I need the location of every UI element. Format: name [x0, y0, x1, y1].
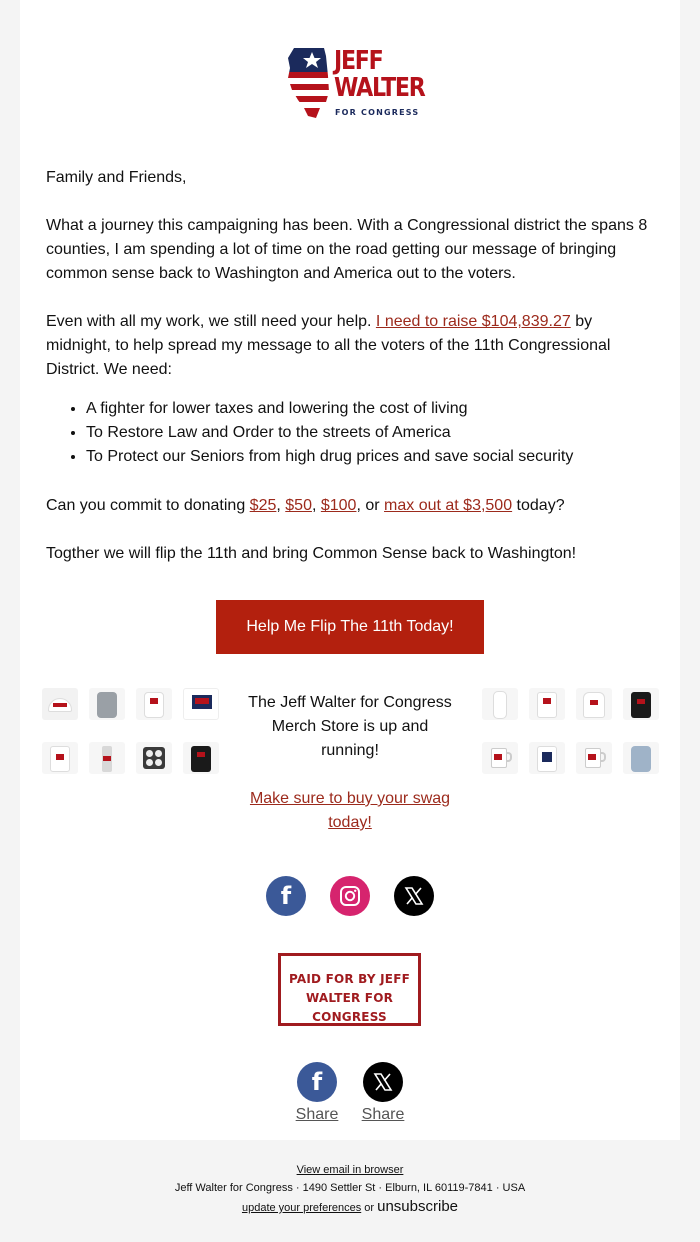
facebook-link[interactable]	[266, 876, 306, 916]
instagram-link[interactable]	[330, 876, 370, 916]
merch-grid-right[interactable]	[480, 688, 660, 788]
list-item: • To Protect our Seniors from high drug prices and save social security	[86, 445, 646, 469]
greeting: Family and Friends,	[46, 169, 187, 186]
merch-item[interactable]	[40, 688, 80, 734]
merch-item[interactable]	[480, 742, 520, 788]
footer-browser-line	[0, 1164, 700, 1176]
donate-100-link[interactable]: $100	[320, 497, 357, 514]
buy-swag-link[interactable]: Make sure to buy your swag today!	[249, 790, 451, 831]
x-link[interactable]	[394, 876, 434, 916]
merch-item[interactable]	[621, 742, 661, 788]
longsleeve-icon	[136, 688, 172, 720]
mug-icon	[482, 742, 518, 774]
needs-list	[86, 397, 646, 469]
merch-item[interactable]	[574, 688, 614, 734]
unsubscribe-link[interactable]: unsubscribe	[377, 1198, 459, 1215]
email-card	[20, 0, 680, 1140]
merch-grid-left[interactable]	[40, 688, 220, 788]
x-share-button[interactable]	[363, 1062, 403, 1102]
coasters-icon	[136, 742, 172, 774]
hoodie-icon	[576, 688, 612, 720]
sweatshirt-icon	[89, 688, 125, 720]
instagram-icon	[339, 885, 361, 907]
view-in-browser-link[interactable]: View email in browser	[296, 1164, 404, 1176]
merch-item[interactable]	[574, 742, 614, 788]
list-item: • A fighter for lower taxes and lowering the cost of living	[86, 397, 646, 421]
merch-item[interactable]	[527, 688, 567, 734]
merch-item[interactable]	[134, 742, 174, 788]
merch-item[interactable]	[181, 742, 221, 788]
paid-for-disclaimer: PAID FOR BY JEFF WALTER FOR CONGRESS	[278, 953, 421, 1026]
donation-ask: Can you commit to donating $25, $50, $100, or max out at $3,500 today?	[46, 497, 565, 514]
white-tee-icon	[529, 688, 565, 720]
paragraph-journey: What a journey this campaigning has been. With a Congressional district the spans 8 counties, I am spending a lot of time on the road getting our message of bringing common sense back to Washington and America out to the voters.	[46, 217, 648, 282]
paragraph-fundraising: Even with all my work, we still need your help. I need to raise $104,839.27 by midnight, to help spread my message to all the voters of the 11th Congressional District. We need:	[46, 313, 611, 378]
merch-item[interactable]	[527, 742, 567, 788]
footer-preferences: update your preferences or unsubscribe	[241, 1198, 459, 1215]
merch-item[interactable]	[87, 688, 127, 734]
facebook-share-button[interactable]	[297, 1062, 337, 1102]
black-tee-icon	[623, 688, 659, 720]
tee-model-icon	[529, 742, 565, 774]
donate-max-link[interactable]: max out at $3,500	[384, 497, 513, 514]
donate-50-link[interactable]: $50	[285, 497, 312, 514]
merch-item[interactable]	[480, 688, 520, 734]
facebook-share-link[interactable]: Share	[295, 1106, 339, 1123]
logo-subtitle: FOR CONGRESS	[335, 108, 420, 117]
merch-item[interactable]	[40, 742, 80, 788]
merch-item[interactable]	[87, 742, 127, 788]
logo-name: JEFF WALTER	[334, 46, 425, 103]
tee-icon	[42, 742, 78, 774]
mug-icon	[576, 742, 612, 774]
footer-address: Jeff Walter for Congress · 1490 Settler St · Elburn, IL 60119-7841 · USA	[174, 1182, 526, 1194]
illinois-flag-icon	[286, 46, 332, 120]
merch-item[interactable]	[134, 688, 174, 734]
list-item: • To Restore Law and Order to the streets of America	[86, 421, 646, 445]
update-preferences-link[interactable]: update your preferences	[241, 1202, 362, 1214]
sign-icon	[183, 688, 219, 720]
cap-icon	[42, 688, 78, 720]
x-icon	[373, 1072, 393, 1092]
campaign-logo	[286, 46, 425, 120]
x-share-link[interactable]: Share	[361, 1106, 405, 1123]
flip-the-11th-button[interactable]: Help Me Flip The 11th Today!	[216, 600, 484, 654]
black-longsleeve-icon	[183, 742, 219, 774]
blue-sweatshirt-icon	[623, 742, 659, 774]
merch-item[interactable]	[621, 688, 661, 734]
x-icon	[404, 886, 424, 906]
donate-25-link[interactable]: $25	[249, 497, 277, 514]
merch-item[interactable]	[181, 688, 221, 734]
raise-goal-link[interactable]: I need to raise $104,839.27	[375, 313, 571, 330]
facebook-icon: f	[280, 882, 292, 910]
facebook-icon: f	[311, 1068, 323, 1096]
merch-store-text: The Jeff Walter for Congress Merch Store is up and running! Make sure to buy your swag today!	[248, 694, 452, 831]
closing-line: Togther we will flip the 11th and bring Common Sense back to Washington!	[46, 545, 577, 562]
tank-icon	[482, 688, 518, 720]
tumbler-icon	[89, 742, 125, 774]
